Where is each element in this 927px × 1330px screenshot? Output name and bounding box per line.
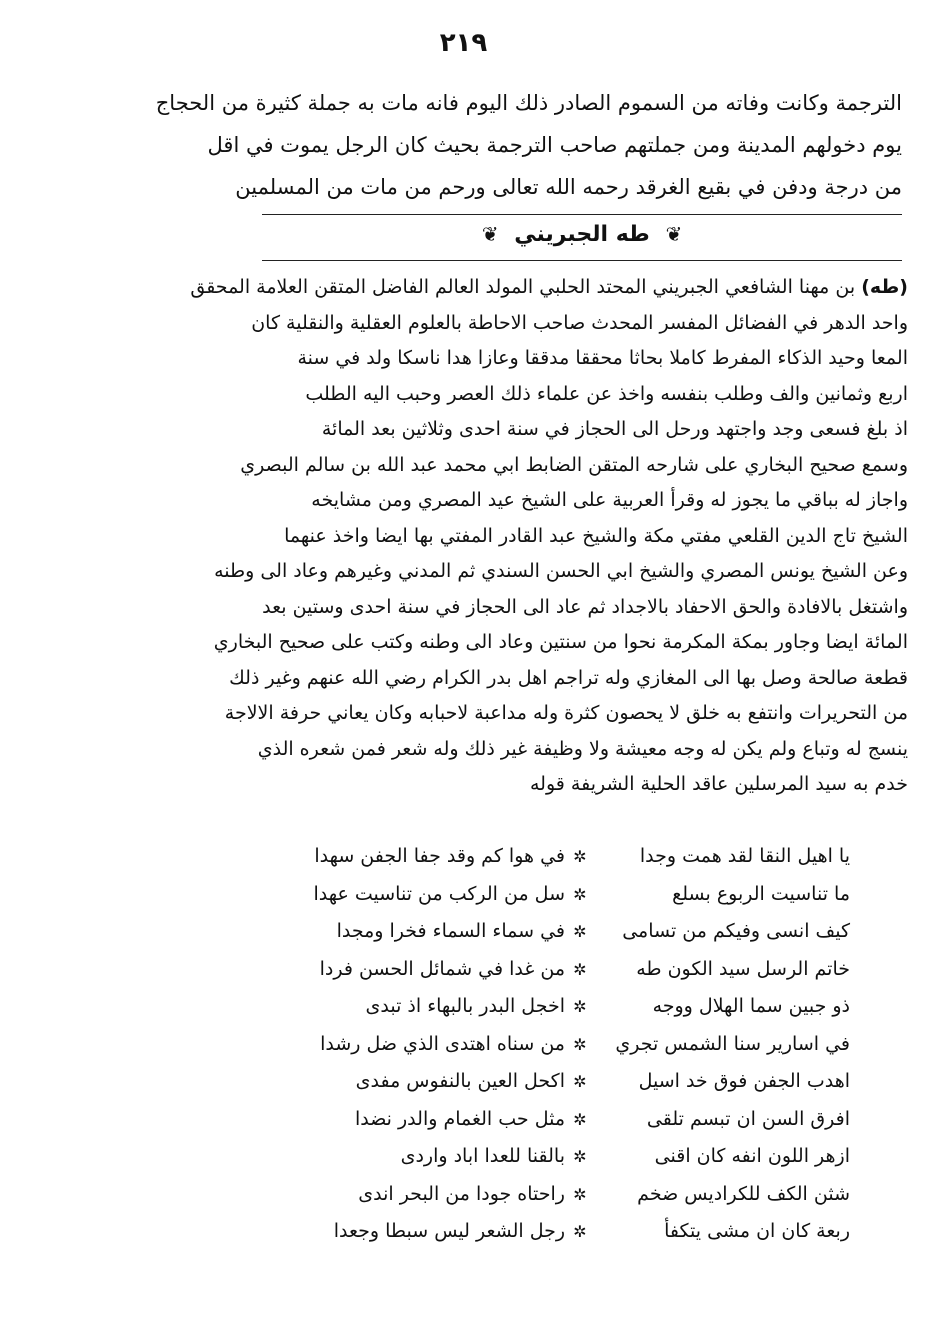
- verse-first-hemistich: ما تناسيت الربوع بسلع: [672, 882, 850, 905]
- verse-first-hemistich: ازهر اللون انفه كان اقنى: [654, 1145, 850, 1167]
- star-separator-icon: ✲: [573, 1222, 587, 1241]
- verse-first-hemistich: شثن الكف للكراديس ضخم: [637, 1182, 850, 1205]
- divider-rule: [262, 260, 902, 261]
- verse-second-hemistich: سل من الركب من تناسيت عهدا: [313, 882, 565, 905]
- biography-text: [190, 270, 908, 803]
- text-line: من درجة ودفن في بقيع الغرقد رحمه الله تعالى ورحم من مات من المسلمين: [235, 175, 902, 199]
- verse: [290, 1063, 850, 1101]
- verse-second-hemistich: اخجل البدر بالبهاء اذ تبدى: [365, 995, 565, 1017]
- section-heading: [262, 222, 902, 247]
- verse: [290, 1026, 850, 1064]
- text-line: اربع وثمانين والف وطلب بنفسه واخذ عن علماء ذلك العصر وحبب اليه الطلب: [305, 382, 908, 405]
- text-line: وسمع صحيح البخاري على شارحه المتقن الضابط ابي محمد عبد الله بن سالم البصري: [240, 453, 908, 476]
- text-line: اذ بلغ فسعى وجد واجتهد ورحل الى الحجاز في سنة احدى وثلاثين بعد المائة: [321, 418, 908, 440]
- text-line-content: بن مهنا الشافعي الجبريني المحتد الحلبي المولد العالم الفاضل المتقن العلامة المحقق: [190, 276, 856, 298]
- star-separator-icon: ✲: [573, 997, 587, 1016]
- verse: [290, 876, 850, 914]
- star-separator-icon: ✲: [573, 847, 587, 866]
- verse: [290, 913, 850, 951]
- text-line: من التحريرات وانتفع به خلق لا يحصون كثرة وله مداعبة لاحبابه وكان يعاني حرفة الالاجة: [224, 702, 908, 724]
- text-line: [190, 270, 908, 306]
- text-line: خدم به سيد المرسلين عاقد الحلية الشريفة قوله: [530, 773, 908, 795]
- star-separator-icon: ✲: [573, 1034, 587, 1054]
- text-line: الترجمة وكانت وفاته من السموم الصادر ذلك اليوم فانه مات به جملة كثيرة من الحجاج: [155, 91, 902, 115]
- ornament-icon: ❦: [665, 222, 683, 246]
- verse: [290, 951, 850, 989]
- text-line: الشيخ تاج الدين القلعي مفتي مكة والشيخ عبد القادر المفتي بها ايضا واخذ عنهما: [284, 524, 908, 547]
- star-separator-icon: ✲: [573, 959, 587, 979]
- star-separator-icon: ✲: [573, 922, 587, 941]
- text-line: ينسج له وتباع ولم يكن له وجه معيشة ولا وظيفة غير ذلك وله شعر فمن شعره الذي: [257, 737, 908, 760]
- verse-second-hemistich: من غدا في شمائل الحسن فردا: [319, 957, 565, 980]
- verse-first-hemistich: في اسارير سنا الشمس تجري: [615, 1032, 850, 1055]
- verse-second-hemistich: بالقنا للعدا اباد واردى: [400, 1145, 565, 1167]
- heading-title: طه الجبريني: [514, 222, 650, 247]
- verse-first-hemistich: افرق السن ان تبسم تلقى: [646, 1107, 850, 1130]
- verse-first-hemistich: خاتم الرسل سيد الكون طه: [636, 957, 850, 980]
- verse-first-hemistich: ذو جبين سما الهلال ووجه: [652, 995, 850, 1017]
- verse-second-hemistich: في سماء السماء فخرا ومجدا: [336, 920, 565, 942]
- top-paragraph: [155, 82, 902, 208]
- poem: [290, 838, 850, 1251]
- verse: [290, 838, 850, 876]
- text-line: قطعة صالحة وصل بها الى المغازي وله تراجم اهل بدر الكرام رضي الله عنهم وغير ذلك: [229, 666, 908, 689]
- verse: [290, 1176, 850, 1214]
- star-separator-icon: ✲: [573, 1147, 587, 1166]
- divider-rule: [262, 214, 902, 215]
- verse-second-hemistich: رجل الشعر ليس سبطا وجعدا: [333, 1220, 565, 1242]
- verse: [290, 1213, 850, 1251]
- verse-second-hemistich: مثل حب الغمام والدر نضدا: [354, 1107, 565, 1130]
- verse-second-hemistich: من سناه اهتدى الذي ضل رشدا: [320, 1032, 565, 1055]
- text-line: المعا وحيد الذكاء المفرط كاملا بحاثا محققا مدققا وعازا هدا ناسكا ولد في سنة: [297, 347, 908, 369]
- verse-second-hemistich: في هوا كم وقد جفا الجفن سهدا: [314, 845, 565, 867]
- page-number: ٢١٩: [439, 28, 488, 58]
- verse-first-hemistich: اهدب الجفن فوق خد اسيل: [638, 1070, 850, 1092]
- verse-first-hemistich: ربعة كان ان مشى يتكفأ: [664, 1220, 850, 1242]
- star-separator-icon: ✲: [573, 1184, 587, 1204]
- star-separator-icon: ✲: [573, 1072, 587, 1091]
- star-separator-icon: ✲: [573, 884, 587, 904]
- text-line: يوم دخولهم المدينة ومن جملتهم صاحب الترجمة بحيث كان الرجل يموت في اقل: [207, 133, 902, 157]
- star-separator-icon: ✲: [573, 1109, 587, 1129]
- verse: [290, 1138, 850, 1176]
- verse: [290, 988, 850, 1026]
- text-line: المائة ايضا وجاور بمكة المكرمة نحوا من سنتين وعاد الى وطنه وكتب على صحيح البخاري: [213, 631, 908, 653]
- verse-second-hemistich: اكحل العين بالنفوس مفدى: [355, 1070, 565, 1092]
- verse-second-hemistich: راحتاه جودا من البحر اندى: [358, 1182, 565, 1205]
- text-line: واجاز له بباقي ما يجوز له وقرأ العربية على الشيخ عيد المصري ومن مشايخه: [311, 489, 908, 511]
- ornament-icon: ❦: [481, 222, 499, 246]
- entry-lead: (طه): [861, 276, 908, 298]
- text-line: وعن الشيخ يونس المصري والشيخ ابي الحسن السندي ثم المدني وغيرهم وعاد الى وطنه: [214, 560, 908, 582]
- text-line: واحد الدهر في الفضائل المفسر المحدث صاحب الاحاطة بالعلوم العقلية والنقلية كان: [251, 311, 908, 334]
- verse-first-hemistich: كيف انسى وفيكم من تسامى: [622, 920, 850, 942]
- text-line: واشتغل بالافادة والحق الاحفاد بالاجداد ثم عاد الى الحجاز في سنة احدى وستين بعد: [262, 595, 908, 618]
- verse: [290, 1101, 850, 1139]
- verse-first-hemistich: يا اهيل النقا لقد همت وجدا: [639, 845, 850, 867]
